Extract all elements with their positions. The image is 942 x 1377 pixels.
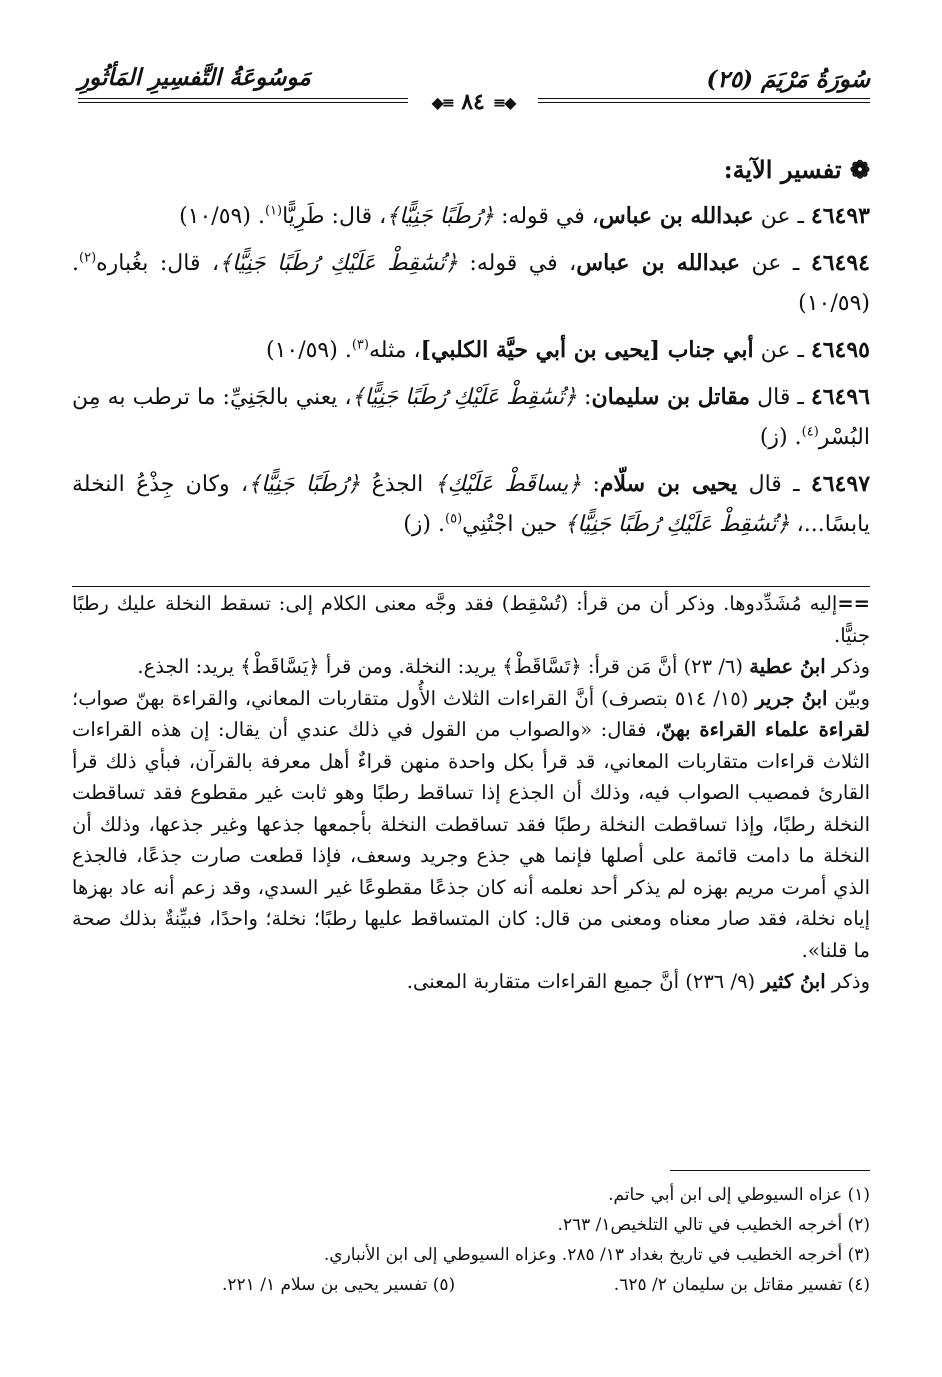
entry-46497: ٤٦٤٩٧ ـ قال يحيى بن سلّام: ﴿يساقَطْ عَلَيْكِ﴾ الجذعُ ﴿رُطَبًا جَنِيًّا﴾، وكان جِذْعُ النخلة يابسًا...، ﴿تُسَٰقِطْ عَلَيْكِ رُطَبًا جَنِيًّا﴾ حين اجْتُنِي$^{(٥)}$. (ز): [72, 471, 871, 537]
footnotes: [72, 1180, 870, 1300]
entry-number: ٤٦٤٩٧: [810, 471, 871, 497]
entry-46494: ٤٦٤٩٤ ـ عن عبدالله بن عباس، في قوله: ﴿تُسَٰقِطْ عَلَيْكِ رُطَبًا جَنِيًّا﴾، قال: بغُباره$^{(٢)}$. (١٠/٥٩): [72, 250, 870, 316]
ornament-icon: ≡◆: [492, 92, 515, 112]
page-number-box: [408, 88, 538, 116]
scholar-name: ابنُ كثير: [761, 970, 826, 993]
emphasis: لقراءة علماء القراءة بهنّ: [661, 718, 870, 741]
note-paragraph: ==إليه مُشَدِّدوها. وذكر أن من قرأ: (تُسْقِط) فقد وجَّه معنى الكلام إلى: تسقط النخلة عليك رطبًا جنيًّا.: [72, 592, 870, 647]
book-title: مَوسُوعَةُ التَّفسِيرِ المَأثُورِ: [78, 64, 311, 91]
entry-46493: ٤٦٤٩٣ ـ عن عبدالله بن عباس، في قوله: ﴿رُطَبًا جَنِيًّا﴾، قال: طَرِيًّا$^{(١)}$. (١٠/٥٩): [179, 203, 870, 229]
entry-number: ٤٦٤٩٣: [810, 203, 870, 229]
quran-quote: ﴿تُسَٰقِطْ عَلَيْكِ رُطَبًا جَنِيًّا﴾: [351, 385, 577, 410]
quran-quote: ﴿رُطَبًا جَنِيًّا﴾: [248, 472, 361, 497]
narrator: عبدالله بن عباس: [598, 203, 754, 229]
surah-title: سُورَةُ مَرْيَمَ (٢٥): [706, 66, 870, 93]
footnote-marker: (٥): [445, 511, 463, 527]
entry-46496: ٤٦٤٩٦ ـ قال مقاتل بن سليمان: ﴿تُسَٰقِطْ عَلَيْكِ رُطَبًا جَنِيًّا﴾، يعني بالجَنِيِّ: ما ترطب به مِن البُسْر$^{(٤)}$. (ز): [72, 384, 871, 450]
scholar-name: ابنُ عطية: [749, 655, 826, 678]
footnote-marker: (٣): [351, 337, 369, 353]
footnote-marker: (٤): [801, 424, 819, 440]
entry-number: ٤٦٤٩٦: [810, 384, 871, 410]
volume-reference: (ز): [759, 425, 788, 450]
ornament-icon: ◆≡: [431, 92, 454, 112]
note-paragraph: وبيّن ابنُ جرير (١٥/ ٥١٤ بتصرف) أنَّ القراءات الثلاث الأُول متقاربات المعاني، والقراءة بهنّ صواب؛ لقراءة علماء القراءة بهنّ، فقال: «والصواب من القول في ذلك عندي أن يقال: إن هذه القراءات الثلاث قراءات متقاربات المعاني، قد قرأ بكل واحدة منهن قراءٌ أهل معرفة بالقرآن، فبأي ذلك قرأ القارئ فمصيب الصواب فيه، وذلك أن الجذع إذا تساقط رطبًا وهو ثابت غير مقطوع فقد تساقطت النخلة رطبًا، وإذا تساقطت النخلة رطبًا فقد تساقطت النخلة بأجمعها جذعها وغير جذعها، وذلك أن النخلة ما دامت قائمة على أصلها فإنما هي جذع وجريد وسعف، فإذا قطعت صارت جذعًا، فالجذع الذي أمرت مريم بهزه لم يذكر أحد نعلمه أنه كان جذعًا مقطوعًا غير السدي، وقد زعم أنه عاد بهزها إياه نخلة، فقد صار معناه ومعنى من قال: كان المتساقط عليها رطبًا؛ نخلة؛ واحدًا، فبيِّنةٌ بذلك صحة ما قلنا».: [72, 686, 870, 962]
notes-separator: [72, 586, 870, 587]
footnote-1: (١) عزاه السيوطي إلى ابن أبي حاتم.: [608, 1185, 870, 1205]
quran-quote: ﴿تُسَٰقِطْ عَلَيْكِ رُطَبًا جَنِيًّا﴾: [219, 251, 458, 276]
footnote-marker: (١): [264, 203, 283, 219]
volume-reference: (١٠/٥٩): [265, 338, 338, 363]
footnote-5: (٥) تفسير يحيى بن سلام ١/ ٢٢١.: [222, 1275, 456, 1295]
scholar-name: ابنُ جرير: [755, 686, 828, 710]
entry-number: ٤٦٤٩٥: [810, 337, 870, 363]
notes-block: [72, 588, 870, 998]
narrator: مقاتل بن سليمان: [591, 384, 751, 410]
page-header: [78, 60, 870, 116]
continuation-mark: ==: [837, 592, 870, 615]
footnote-row: [72, 1270, 870, 1300]
note-paragraph: وذكر ابنُ عطية (٦/ ٢٣) أنَّ مَن قرأ: ﴿تَسَّاقَطْ﴾ يريد: النخلة. ومن قرأ ﴿يَسَّاقَطْ﴾ يريد: الجذع.: [137, 655, 870, 678]
note-paragraph: وذكر ابنُ كثير (٩/ ٢٣٦) أنَّ جميع القراءات متقاربة المعنى.: [406, 970, 870, 993]
volume-reference: (١٠/٥٩): [179, 204, 251, 229]
quran-quote: ﴿يساقَطْ عَلَيْكِ﴾: [434, 472, 582, 497]
narrator: أبي جناب [يحيى بن أبي حيَّة الكلبي]: [420, 337, 754, 363]
main-text: [72, 150, 870, 551]
volume-reference: (ز): [403, 512, 432, 537]
section-heading: ❁ تفسير الآية:: [723, 155, 870, 184]
footnote-4: (٤) تفسير مقاتل بن سليمان ٢/ ٦٢٥.: [613, 1275, 870, 1295]
page-number: ٨٤: [461, 89, 485, 115]
quran-quote: ﴿رُطَبًا جَنِيًّا﴾: [386, 204, 495, 229]
narrator: عبدالله بن عباس: [576, 250, 740, 276]
footnote-2: (٢) أخرجه الخطيب في تالي التلخيص١/ ٢٦٣.: [557, 1215, 870, 1235]
narrator: يحيى بن سلّام: [599, 471, 738, 497]
footnote-3: (٣) أخرجه الخطيب في تاريخ بغداد ١٣/ ٢٨٥. وعزاه السيوطي إلى ابن الأنباري.: [323, 1245, 870, 1265]
entry-number: ٤٦٤٩٤: [810, 250, 870, 276]
volume-reference: (١٠/٥٩): [798, 291, 870, 316]
entry-46495: ٤٦٤٩٥ ـ عن أبي جناب [يحيى بن أبي حيَّة الكلبي]، مثله$^{(٣)}$. (١٠/٥٩): [265, 337, 870, 363]
footnotes-separator: [670, 1170, 870, 1171]
footnote-marker: (٢): [79, 250, 97, 266]
quran-quote: ﴿تُسَٰقِطْ عَلَيْكِ رُطَبًا جَنِيًّا﴾: [564, 512, 790, 537]
